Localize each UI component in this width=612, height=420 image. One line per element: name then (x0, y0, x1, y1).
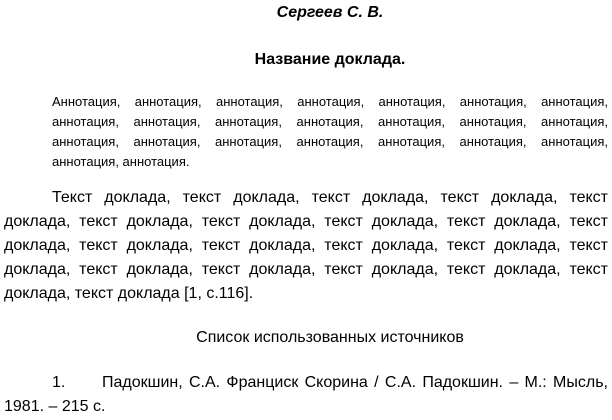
reference-text: Падокшин, С.А. Франциск Скорина / С.А. Падокшин. – М.: Мысль, 1981. – 215 с. (4, 374, 608, 415)
report-title: Название доклада. (254, 51, 406, 68)
body-paragraph: Текст доклада, текст доклада, текст доклада, текст доклада, текст доклада, текст доклада, текст доклада, текст доклада, текст доклада, текст доклада, текст доклада, текст доклада, текст доклада, текст доклада, текст доклада, текст доклада, текст доклада, текст доклада, текст доклада, текст доклада, текст доклада [1, с.116]. (4, 189, 608, 302)
references-heading: Список использованных источников (196, 329, 464, 346)
abstract-paragraph: Аннотация, аннотация, аннотация, аннотация, аннотация, аннотация, аннотация, аннотация, аннотация, аннотация, аннотация, аннотация, аннотация, аннотация, аннотация, аннотация, аннотация, аннотация, аннотация, аннотация, аннотация, аннотация, аннотация. (52, 94, 608, 169)
reference-item (4, 371, 608, 419)
reference-number: 1. (52, 374, 66, 391)
author-name: Сергеев С. В. (276, 4, 384, 21)
